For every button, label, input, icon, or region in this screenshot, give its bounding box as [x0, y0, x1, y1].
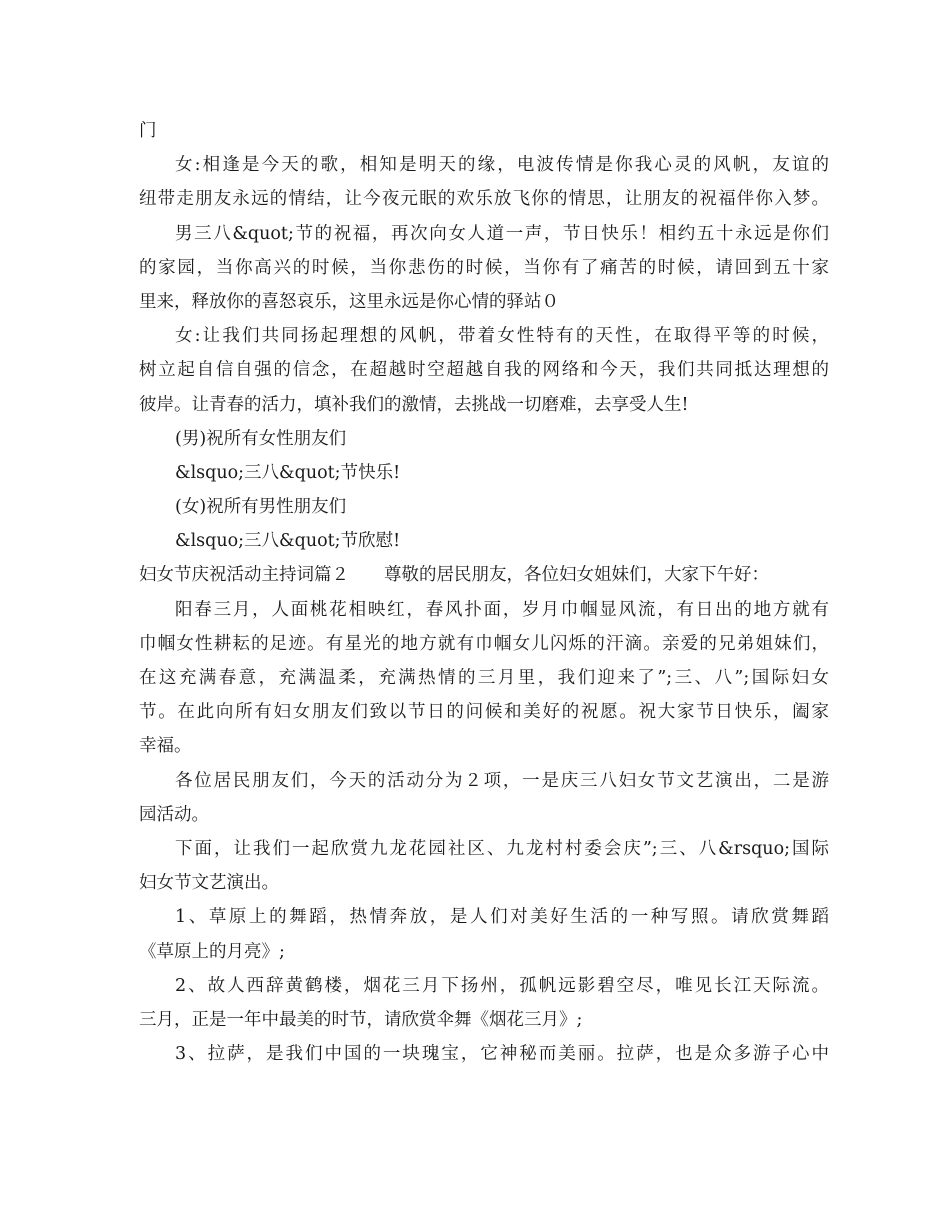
text-line: &lsquo;三八&quot;节欣慰! [175, 531, 401, 552]
text-line: 的家园，当你高兴的时候，当你悲伤的时候，当你有了痛苦的时候，请回到五十家 [139, 257, 829, 278]
text-line: 妇女节文艺演出。 [139, 873, 279, 894]
text-line: 树立起自信自强的信念，在超越时空超越自我的网络和今天，我们共同抵达理想的 [139, 360, 829, 381]
text-line: 彼岸。让青春的活力，填补我们的激情，去挑战一切磨难，去享受人生! [139, 394, 689, 415]
document-body [139, 114, 829, 1071]
text-line: 男三八&quot;节的祝福，再次向女人道一声，节日快乐！相约五十永远是你们 [175, 223, 829, 244]
text-line: &lsquo;三八&quot;节快乐! [175, 462, 401, 483]
text-line: 女:让我们共同扬起理想的风帆，带着女性特有的天性，在取得平等的时候， [175, 326, 829, 347]
text-line: 纽带走朋友永远的情结，让今夜元眠的欢乐放飞你的情思，让朋友的祝福伴你入梦。 [139, 189, 829, 210]
text-line: 下面，让我们一起欣赏九龙花园社区、九龙村村委会庆”;三、八&rsquo;国际 [175, 838, 829, 859]
text-line: 《草原上的月亮》; [139, 941, 285, 962]
text-line: 1、草原上的舞蹈，热情奔放，是人们对美好生活的一种写照。请欣赏舞蹈 [175, 907, 829, 928]
text-line: (女)祝所有男性朋友们 [175, 497, 347, 518]
text-line: 巾帼女性耕耘的足迹。有星光的地方就有巾帼女儿闪烁的汗滴。亲爱的兄弟姐妹们， [139, 633, 829, 654]
text-line: 园活动。 [139, 804, 209, 825]
text-line: 节。在此向所有妇女朋友们致以节日的问候和美好的祝愿。祝大家节日快乐，阖家 [139, 702, 829, 723]
text-line: 3、拉萨，是我们中国的一块瑰宝，它神秘而美丽。拉萨，也是众多游子心中 [175, 1044, 829, 1065]
text-line: 2、故人西辞黄鹤楼，烟花三月下扬州，孤帆远影碧空尽，唯见长江天际流。 [175, 975, 829, 996]
text-line: 妇女节庆祝活动主持词篇２ 尊敬的居民朋友，各位妇女姐妹们，大家下午好： [139, 565, 769, 586]
text-line: 各位居民朋友们，今天的活动分为２项，一是庆三八妇女节文艺演出，二是游 [175, 770, 829, 791]
text-line: 里来，释放你的喜怒哀乐，这里永远是你心情的驿站０ [139, 291, 559, 312]
text-line: 阳春三月，人面桃花相映红，春风扑面，岁月巾帼显风流，有日出的地方就有 [175, 599, 829, 620]
text-line: (男)祝所有女性朋友们 [175, 428, 347, 449]
text-line: 三月，正是一年中最美的时节，请欣赏伞舞《烟花三月》; [139, 1009, 583, 1030]
text-line: 女:相逢是今天的歌，相知是明天的缘，电波传情是你我心灵的风帆，友谊的 [175, 155, 829, 176]
text-line: 门 [139, 121, 157, 141]
text-line: 在这充满春意，充满温柔，充满热情的三月里，我们迎来了”;三、八”;国际妇女 [139, 668, 829, 688]
text-line: 幸福。 [139, 736, 192, 757]
